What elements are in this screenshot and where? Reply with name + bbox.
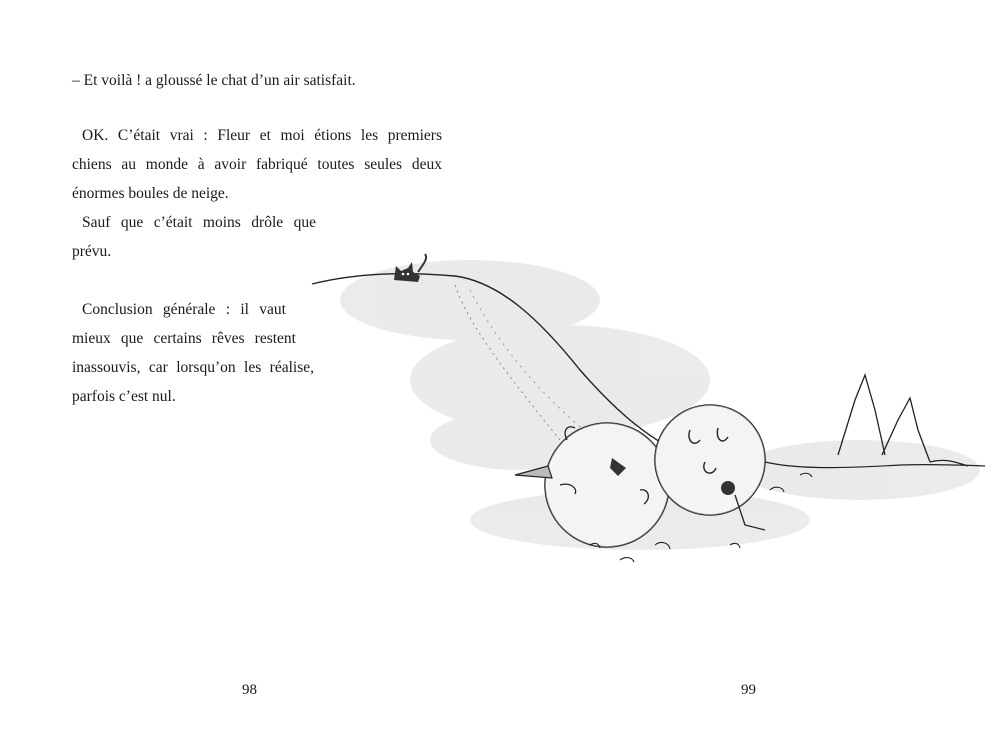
page-number-left: 98 bbox=[242, 682, 257, 698]
text-line: énormes boules de neige. bbox=[72, 185, 229, 202]
text-line: inassouvis, car lorsqu’on les réalise, bbox=[72, 359, 314, 376]
text-line: parfois c’est nul. bbox=[72, 388, 176, 405]
text-line: Conclusion générale : il vaut bbox=[82, 301, 286, 318]
text-line: – Et voilà ! a gloussé le chat d’un air satisfait. bbox=[72, 72, 356, 89]
page-number-right: 99 bbox=[741, 682, 756, 698]
paragraph-intro bbox=[72, 66, 442, 95]
text-line: mieux que certains rêves restent bbox=[72, 330, 296, 347]
text-line: chiens au monde à avoir fabriqué toutes seules deux bbox=[72, 156, 442, 173]
paragraph-main bbox=[72, 121, 442, 266]
paragraph-conclusion bbox=[72, 295, 442, 411]
text-line: Sauf que c’était moins drôle que bbox=[82, 214, 316, 231]
text-line: OK. C’était vrai : Fleur et moi étions les premiers bbox=[82, 127, 442, 144]
text-line: prévu. bbox=[72, 243, 112, 260]
